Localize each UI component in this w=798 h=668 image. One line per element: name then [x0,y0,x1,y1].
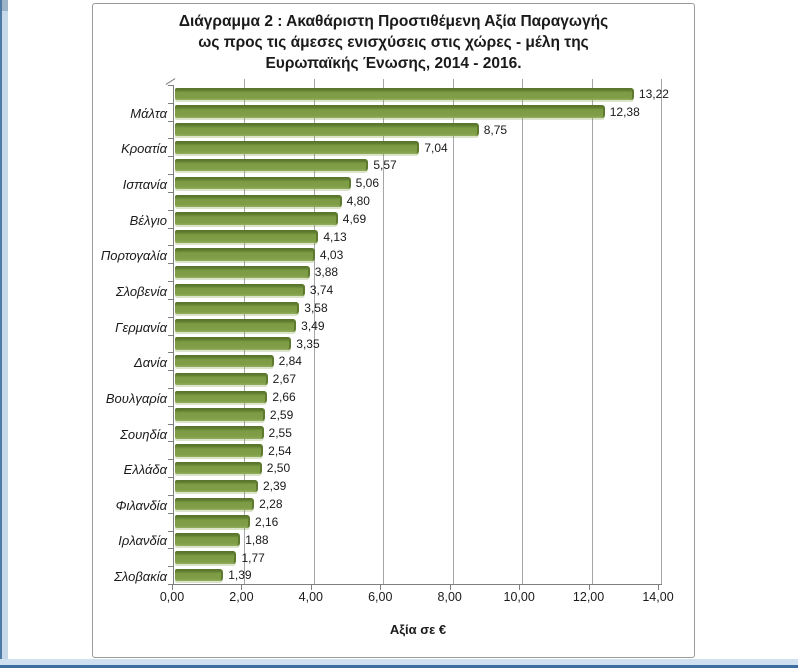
category-axis-tick [168,352,173,353]
bar-value-label: 4,80 [346,194,370,209]
bar [175,355,274,368]
bar [175,212,338,225]
bar [175,551,236,564]
bar [175,88,634,101]
bar-value-label: 3,88 [314,265,339,280]
bar-value-label: 2,84 [278,354,302,369]
bar [175,302,299,315]
gridline [661,79,662,584]
x-axis-title: Αξία σε € [389,622,447,637]
category-label: Ελλάδα [123,462,167,478]
bar-value-label: 3,58 [304,301,328,316]
category-axis-tick [168,459,173,460]
category-axis-tick [168,495,173,496]
chart-title-line-2: ως προς τις άμεσες ενισχύσεις στις χώρες - μέλη της [198,34,589,51]
category-axis-tick [168,335,173,336]
chart-title-line-1: Διάγραμμα 2 : Ακαθάριστη Προστιθέμενη Αξία Παραγωγής [178,13,609,30]
category-axis-tick [168,174,173,175]
category-axis-tick [168,317,173,318]
category-axis-tick [168,513,173,514]
category-axis-tick [168,245,173,246]
axis-3d-bevel [166,78,176,85]
bar [175,426,264,439]
bar-value-label: 3,35 [296,336,320,351]
category-label: Δανία [134,355,167,371]
category-axis-tick [168,281,173,282]
bar [175,533,240,546]
bar [175,319,296,332]
category-axis-tick [168,566,173,567]
bar [175,284,305,297]
gridline [592,79,593,584]
value-axis-tick-label: 0,00 [159,590,185,604]
category-axis-tick [168,192,173,193]
bar [175,159,368,172]
bar [175,266,310,279]
bar-value-label: 2,50 [266,461,291,476]
bar [175,177,351,190]
bar-value-label: 3,74 [309,283,334,298]
bar-value-label: 2,59 [269,407,294,422]
category-label: Ισπανία [122,177,167,193]
category-axis-tick [168,548,173,549]
category-label: Σλοβενία [115,283,167,299]
category-label: Μάλτα [130,105,167,121]
window-bottom-edge [0,659,798,668]
bar [175,444,263,457]
category-label: Πορτογαλία [100,248,167,264]
bar [175,373,268,386]
bar-value-label: 8,75 [483,122,508,137]
category-axis-tick [168,263,173,264]
bar [175,230,318,243]
chart-title-line-3: Ευρωπαϊκής Ένωσης, 2014 - 2016. [265,55,522,72]
bar-value-label: 1,39 [228,568,252,583]
bar-value-label: 2,28 [259,497,283,512]
chart-object[interactable] [92,3,695,658]
bar-value-label: 4,69 [342,211,367,226]
window-left-edge-cap [2,0,8,11]
category-axis-tick [168,388,173,389]
bar-value-label: 12,38 [609,104,640,119]
bar [175,391,267,404]
bar [175,195,342,208]
category-axis-tick [168,299,173,300]
value-axis-tick-label: 4,00 [298,590,324,604]
gridline [522,79,523,584]
bar-value-label: 4,13 [323,229,347,244]
bar [175,408,265,421]
category-axis-tick [168,424,173,425]
gridline [383,79,384,584]
value-axis-tick-label: 14,00 [642,590,674,604]
bar [175,480,258,493]
bar [175,515,250,528]
bar [175,248,315,261]
category-axis-tick [168,121,173,122]
bar-value-label: 13,22 [638,87,669,102]
category-axis-tick [168,228,173,229]
category-label: Κροατία [121,141,167,157]
category-axis-tick [168,156,173,157]
category-axis-line [173,85,174,584]
value-axis-tick-label: 12,00 [572,590,605,604]
category-axis-tick [168,138,173,139]
bar-value-label: 5,57 [373,158,397,173]
category-axis-tick [168,85,173,86]
bar-value-label: 2,67 [272,372,297,387]
bar-value-label: 2,66 [272,390,296,405]
bar-value-label: 1,77 [241,550,265,565]
category-axis-tick [168,210,173,211]
bar-value-label: 4,03 [319,247,344,262]
category-axis-tick [168,370,173,371]
category-axis-tick [168,103,173,104]
bar-value-label: 5,06 [355,176,379,191]
gridline [453,79,454,584]
bar-value-label: 7,04 [424,140,448,155]
value-axis-tick-label: 10,00 [503,590,535,604]
bar [175,462,262,475]
category-label: Βέλγιο [129,212,167,228]
bar-value-label: 2,54 [268,443,292,458]
category-label: Σουηδία [120,426,167,442]
bar-value-label: 2,55 [268,425,292,440]
category-axis-tick [168,406,173,407]
bar-value-label: 2,16 [254,514,279,529]
bar-value-label: 3,49 [301,318,325,333]
value-axis-tick-label: 6,00 [368,590,393,604]
window-left-edge [0,0,8,668]
category-label: Γερμανία [115,319,167,335]
category-label: Βουλγαρία [105,390,167,406]
bar [175,569,223,582]
bar [175,105,605,118]
bar-value-label: 2,39 [262,479,287,494]
category-axis-tick [168,531,173,532]
value-axis-tick-label: 2,00 [229,590,254,604]
bar [175,123,479,136]
bar [175,337,291,350]
category-label: Σλοβακία [114,569,167,585]
category-axis-tick [168,477,173,478]
chart-title [93,11,694,74]
category-label: Ιρλανδία [118,533,167,549]
bar [175,141,419,154]
bar-value-label: 1,88 [245,532,269,547]
bar [175,498,254,511]
category-axis-tick [168,441,173,442]
value-axis-tick-label: 8,00 [437,590,462,604]
category-label: Φιλανδία [115,497,167,513]
